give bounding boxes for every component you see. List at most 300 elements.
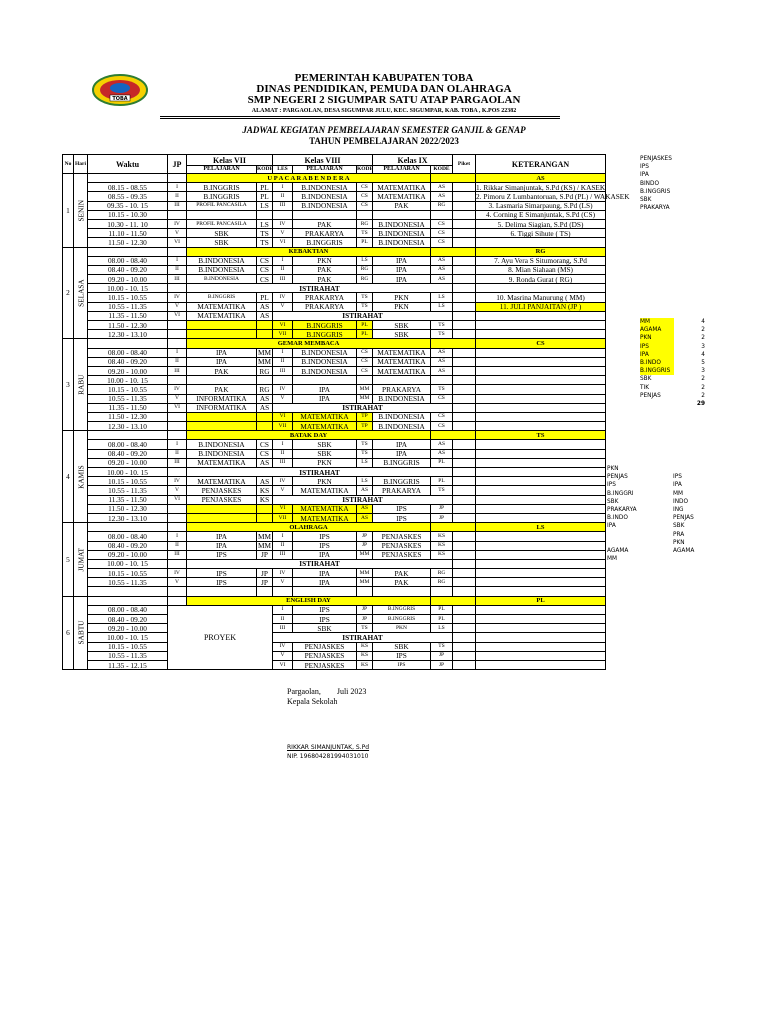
- subject-kelas7: B.INGGRIS: [187, 293, 257, 302]
- keterangan-cell: [476, 468, 606, 477]
- table-row: [63, 394, 606, 403]
- keterangan-cell: [476, 394, 606, 403]
- code-kelas8: RG: [357, 275, 373, 284]
- code-kelas9: JP: [431, 513, 453, 522]
- jp-cell: [168, 559, 187, 568]
- code-kelas9: LS: [431, 624, 453, 633]
- subject-kelas9: MATEMATIKA: [373, 357, 431, 366]
- activity-band: GEMAR MEMBACA: [187, 339, 431, 348]
- activity-band: OLAHRAGA: [187, 523, 431, 532]
- header-address: ALAMAT : PARGAOLAN, DESA SIGUMPAR JULU, KEC. SIGUMPAR, KAB. TOBA , K.POS 22382: [251, 108, 517, 114]
- les-kelas8: VII: [273, 422, 293, 431]
- code-kelas8: CS: [357, 183, 373, 192]
- signature-block: [287, 687, 366, 707]
- code-kelas8: TS: [357, 302, 373, 311]
- side-list-subjects: [640, 155, 672, 212]
- side-pair-a: [607, 539, 673, 547]
- code-kelas7: JP: [257, 578, 273, 587]
- jp-cell: V: [168, 578, 187, 587]
- subject-kelas9: PRAKARYA: [373, 486, 431, 495]
- time-cell: 10.00 - 10. 15: [88, 633, 168, 642]
- side-count-subject: [640, 400, 674, 408]
- side-pair-b: IPA: [673, 482, 682, 489]
- time-cell: 11.50 - 12.30: [88, 238, 168, 247]
- side-count-subject: B.INGGRIS: [640, 367, 674, 375]
- subject-kelas9: PENJASKES: [373, 532, 431, 541]
- subject-kelas8: IPA: [293, 578, 357, 587]
- table-row: [63, 183, 606, 192]
- subject-kelas7: [187, 330, 257, 339]
- code-kelas8: AS: [357, 504, 373, 513]
- subject-kelas8: B.INDONESIA: [293, 201, 357, 210]
- rest-cell: ISTIRAHAT: [273, 633, 453, 642]
- table-row: [63, 541, 606, 550]
- code-kelas9: CS: [431, 394, 453, 403]
- jp-cell: II: [168, 192, 187, 201]
- side-count-value: 3: [701, 368, 705, 375]
- subject-kelas9: IPS: [373, 660, 431, 669]
- table-row: [63, 559, 606, 568]
- code-kelas7: CS: [257, 440, 273, 449]
- table-row: [63, 321, 606, 330]
- code-kelas7: [257, 504, 273, 513]
- time-cell: 08.55 - 09.35: [88, 192, 168, 201]
- table-row: [63, 431, 606, 440]
- side-count-subject: PKN: [640, 334, 674, 342]
- subject-kelas7: [187, 210, 257, 219]
- code-kelas9: AS: [431, 265, 453, 274]
- table-row: [63, 357, 606, 366]
- activity-band: BATAK DAY: [187, 431, 431, 440]
- code-kelas8: KS: [357, 660, 373, 669]
- day-number: 6: [63, 596, 74, 670]
- time-cell: 10.15 - 10.55: [88, 569, 168, 578]
- code-kelas7: [257, 422, 273, 431]
- subject-kelas9: PAK: [373, 578, 431, 587]
- code-kelas9: LS: [431, 302, 453, 311]
- side-subject: BINDO: [640, 180, 660, 187]
- table-row: [63, 513, 606, 522]
- code-kelas8: LS: [357, 458, 373, 467]
- code-kelas8: JP: [357, 541, 373, 550]
- subject-kelas9: [373, 376, 431, 385]
- les-kelas8: I: [273, 532, 293, 541]
- code-kelas7: LS: [257, 201, 273, 210]
- table-row: [63, 660, 606, 669]
- code-kelas9: AS: [431, 357, 453, 366]
- day-name: JUMAT: [74, 523, 88, 597]
- subject-kelas7: IPS: [187, 578, 257, 587]
- logo-text: TOBA: [112, 96, 128, 102]
- les-kelas8: II: [273, 192, 293, 201]
- time-cell: 08.00 - 08.40: [88, 532, 168, 541]
- les-kelas8: V: [273, 302, 293, 311]
- subject-kelas9: PAK: [373, 569, 431, 578]
- activity-band: U P A C A R A B E N D E R A: [187, 174, 431, 183]
- code-kelas7: [257, 587, 273, 596]
- signature-name-block: [287, 743, 369, 761]
- side-count-value: 2: [701, 392, 705, 399]
- table-row: [63, 348, 606, 357]
- les-kelas8: VII: [273, 330, 293, 339]
- code-kelas9: PL: [431, 605, 453, 614]
- side-pair-row: [607, 498, 707, 506]
- subject-kelas7: IPA: [187, 541, 257, 550]
- code-kelas7: [257, 330, 273, 339]
- subject-kelas7: INFORMATIKA: [187, 403, 257, 412]
- code-kelas8: TP: [357, 412, 373, 421]
- code-kelas8: MM: [357, 385, 373, 394]
- keterangan-cell: [476, 348, 606, 357]
- code-kelas9: JP: [431, 504, 453, 513]
- piket-code: RG: [476, 247, 606, 256]
- subject-kelas9: B.INGGRIS: [373, 458, 431, 467]
- subject-kelas7: B.INGGRIS: [187, 192, 257, 201]
- jp-cell: VI: [168, 311, 187, 320]
- subject-kelas9: IPS: [373, 651, 431, 660]
- keterangan-cell: [476, 385, 606, 394]
- code-kelas7: [257, 513, 273, 522]
- time-cell: 10.00 - 10. 15: [88, 468, 168, 477]
- table-row: [63, 440, 606, 449]
- code-kelas7: MM: [258, 348, 271, 358]
- les-kelas8: V: [273, 651, 293, 660]
- keterangan-cell: [476, 624, 606, 633]
- jp-cell: [168, 587, 187, 596]
- subject-kelas8: PKN: [293, 458, 357, 467]
- keterangan-cell: 4. Corning E Simanjuntak, S.Pd (CS): [476, 210, 606, 219]
- keterangan-cell: [476, 605, 606, 614]
- keterangan-cell: [476, 449, 606, 458]
- side-subject: B.INGGRIS: [640, 188, 671, 195]
- subject-kelas7: [187, 587, 257, 596]
- day-number: 3: [63, 339, 74, 431]
- table-row: [63, 532, 606, 541]
- subject-kelas7: IPS: [187, 550, 257, 559]
- jp-cell: VI: [168, 238, 187, 247]
- side-count-row: [640, 375, 705, 383]
- time-cell: 12.30 - 13.10: [88, 330, 168, 339]
- subject-kelas8: PRAKARYA: [293, 293, 357, 302]
- subject-kelas8: [293, 587, 357, 596]
- sub-kode-8: KODE: [357, 166, 374, 172]
- code-kelas8: PL: [357, 321, 373, 330]
- subject-kelas8: B.INDONESIA: [293, 192, 357, 201]
- les-kelas8: IV: [273, 385, 293, 394]
- jp-cell: III: [168, 275, 187, 284]
- jp-cell: [168, 376, 187, 385]
- side-pair-a: B.INDO: [607, 515, 628, 522]
- les-kelas8: III: [273, 458, 293, 467]
- code-kelas8: CS: [357, 201, 373, 210]
- les-kelas8: III: [273, 275, 293, 284]
- code-kelas7: PL: [257, 183, 273, 192]
- keterangan-cell: 3. Lasmaria Simarpaung, S.Pd (LS): [476, 201, 606, 210]
- subject-kelas7: PENJASKES: [187, 495, 257, 504]
- code-kelas8: PL: [357, 238, 373, 247]
- side-count-value: 5: [701, 359, 705, 366]
- table-row: [63, 302, 606, 311]
- side-pair-a: [607, 531, 673, 539]
- subject-kelas8: IPA: [293, 385, 357, 394]
- subject-kelas7: [187, 412, 257, 421]
- jp-cell: I: [168, 440, 187, 449]
- subject-kelas9: IPA: [373, 275, 431, 284]
- keterangan-cell: [476, 330, 606, 339]
- les-kelas8: II: [273, 265, 293, 274]
- subject-kelas9: MATEMATIKA: [373, 183, 431, 192]
- les-kelas8: II: [273, 449, 293, 458]
- subject-kelas8: B.INGGRIS: [293, 238, 357, 247]
- keterangan-cell: [476, 238, 606, 247]
- side-pair-row: [607, 514, 707, 522]
- keterangan-cell: [476, 587, 606, 596]
- time-cell: 11.35 - 11.50: [88, 403, 168, 412]
- keterangan-cell: 2. Pimoru Z Lumbantoruan, S.Pd (PL) / WAKASEK: [476, 191, 630, 201]
- side-subject: IPA: [640, 172, 649, 179]
- code-kelas8: JP: [357, 605, 373, 614]
- code-kelas7: PL: [257, 192, 273, 201]
- code-kelas8: TS: [357, 229, 373, 238]
- keterangan-cell: [476, 458, 606, 467]
- les-kelas8: VI: [273, 660, 293, 669]
- keterangan-cell: 6. Tiggi Sihute ( TS): [476, 229, 606, 238]
- subject-kelas7: [187, 504, 257, 513]
- side-list-counts: [640, 318, 705, 408]
- code-kelas7: LS: [257, 219, 273, 228]
- code-kelas7: AS: [257, 477, 273, 486]
- les-kelas8: V: [273, 578, 293, 587]
- side-count-row: [640, 400, 705, 408]
- subject-kelas9: B.INDONESIA: [373, 219, 431, 228]
- side-pair-a: B.INGGRI: [607, 490, 634, 497]
- keterangan-cell: [476, 403, 606, 412]
- subject-kelas8: PENJASKES: [293, 660, 357, 669]
- subject-kelas9: B.INDONESIA: [373, 412, 431, 421]
- table-row: [63, 550, 606, 559]
- table-row: [63, 247, 606, 256]
- side-list-pairs: [607, 465, 707, 563]
- time-cell: 10.55 - 11.35: [88, 302, 168, 311]
- day-number: 4: [63, 431, 74, 523]
- code-kelas7: CS: [257, 265, 273, 274]
- time-cell: 10.55 - 11.35: [88, 394, 168, 403]
- table-row: [63, 449, 606, 458]
- time-cell: 10.15 - 10.55: [88, 385, 168, 394]
- time-cell: 09.20 - 10.00: [88, 550, 168, 559]
- subject-kelas8: B.INDONESIA: [293, 183, 357, 192]
- subject-kelas8: [293, 210, 357, 219]
- code-kelas9: KS: [431, 550, 453, 559]
- les-kelas8: VII: [273, 513, 293, 522]
- jp-cell: I: [168, 348, 187, 357]
- subject-kelas8: IPS: [293, 541, 357, 550]
- les-kelas8: III: [273, 201, 293, 210]
- side-pair-row: [607, 555, 707, 563]
- subject-kelas7: IPA: [187, 348, 257, 357]
- subject-kelas9: MATEMATIKA: [373, 348, 431, 357]
- keterangan-cell: [476, 615, 606, 624]
- side-pair-a: SBK: [607, 498, 619, 505]
- code-kelas7: TS: [257, 229, 273, 238]
- jp-cell: VI: [168, 403, 187, 412]
- subject-kelas9: B.INGGRIS: [373, 477, 431, 486]
- code-kelas7: MM: [258, 531, 271, 541]
- subject-kelas8: PKN: [293, 256, 357, 265]
- les-kelas8: IV: [273, 219, 293, 228]
- piket-code: AS: [476, 174, 606, 183]
- subject-kelas9: [373, 587, 431, 596]
- time-cell: 08.40 - 09.20: [88, 449, 168, 458]
- subject-kelas9: PKN: [373, 624, 431, 633]
- header-rule: [160, 116, 560, 117]
- subject-kelas8: B.INDONESIA: [293, 348, 357, 357]
- side-pair-b: IPS: [673, 474, 682, 481]
- code-kelas9: RG: [431, 578, 453, 587]
- side-pair-a: PENJAS: [607, 474, 628, 481]
- jp-cell: V: [168, 229, 187, 238]
- subject-kelas9: [373, 210, 431, 219]
- code-kelas8: JP: [357, 532, 373, 541]
- code-kelas9: JP: [431, 651, 453, 660]
- subject-kelas9: B.INGGRIS: [373, 615, 431, 624]
- col-no: No: [63, 155, 74, 174]
- subject-kelas9: PRAKARYA: [373, 385, 431, 394]
- subject-kelas8: B.INDONESIA: [293, 366, 357, 375]
- code-kelas7: [257, 376, 273, 385]
- les-kelas8: IV: [273, 477, 293, 486]
- subject-kelas9: IPA: [373, 449, 431, 458]
- subject-kelas9: PENJASKES: [373, 541, 431, 550]
- les-kelas8: V: [273, 486, 293, 495]
- code-kelas8: PL: [357, 330, 373, 339]
- time-cell: [88, 587, 168, 596]
- jp-cell: [168, 468, 187, 477]
- header-line-1: PEMERINTAH KABUPATEN TOBA: [294, 72, 474, 84]
- subject-kelas7: PAK: [187, 385, 257, 394]
- table-row: [63, 174, 606, 183]
- jp-cell: [168, 422, 187, 431]
- sign-name: RIKKAR SIMANJUNTAK, S.Pd: [287, 744, 370, 751]
- jp-cell: [168, 412, 187, 421]
- time-cell: 08.15 - 08.55: [88, 183, 168, 192]
- time-cell: 11.50 - 12.30: [88, 321, 168, 330]
- keterangan-cell: [476, 504, 606, 513]
- side-pair-row: [607, 531, 707, 539]
- code-kelas8: TS: [357, 440, 373, 449]
- keterangan-cell: [476, 541, 606, 550]
- side-subject: PENJASKES: [640, 156, 672, 162]
- code-kelas9: KS: [431, 541, 453, 550]
- side-count-value: 2: [701, 327, 705, 334]
- code-kelas9: KS: [431, 532, 453, 541]
- les-kelas8: II: [273, 357, 293, 366]
- time-cell: 08.40 - 09.20: [88, 541, 168, 550]
- side-pair-b: PRA: [673, 531, 685, 538]
- day-name: SELASA: [74, 247, 88, 339]
- subject-kelas8: PKN: [293, 477, 357, 486]
- code-kelas8: CS: [357, 348, 373, 357]
- time-cell: 10.15 - 10.55: [88, 477, 168, 486]
- subject-kelas8: MATEMATIKA: [293, 504, 357, 513]
- time-cell: 10.55 - 11.35: [88, 651, 168, 660]
- table-row: [63, 523, 606, 532]
- time-cell: 08.00 - 08.40: [88, 348, 168, 357]
- code-kelas7: [257, 412, 273, 421]
- subject-kelas7: B.INGGRIS: [187, 183, 257, 192]
- code-kelas8: KS: [357, 642, 373, 651]
- day-number: 5: [63, 523, 74, 597]
- code-kelas7: JP: [257, 569, 273, 578]
- table-row: [63, 238, 606, 247]
- subject-kelas7: INFORMATIKA: [187, 394, 257, 403]
- keterangan-cell: [476, 376, 606, 385]
- subject-kelas7: B.INDONESIA: [187, 275, 257, 284]
- time-cell: 12.30 - 13.10: [88, 422, 168, 431]
- code-kelas7: [257, 321, 273, 330]
- subject-kelas8: PAK: [293, 275, 357, 284]
- subject-kelas8: IPA: [293, 550, 357, 559]
- side-count-subject: AGAMA: [640, 326, 674, 334]
- table-row: [63, 256, 606, 265]
- keterangan-cell: 10. Masrina Manurung ( MM): [476, 293, 606, 302]
- les-kelas8: III: [273, 550, 293, 559]
- time-cell: 10.15 - 10.30: [88, 210, 168, 219]
- les-kelas8: III: [273, 366, 293, 375]
- day-name: SABTU: [74, 596, 88, 670]
- sub-pelajaran-8: PELAJARAN: [293, 166, 357, 174]
- code-kelas7: MM: [258, 541, 271, 551]
- keterangan-cell: [476, 311, 606, 320]
- side-count-value: 29: [696, 400, 705, 407]
- time-cell: 09.20 - 10.00: [88, 624, 168, 633]
- code-kelas7: AS: [257, 311, 273, 320]
- les-kelas8: I: [273, 440, 293, 449]
- code-kelas7: [257, 210, 273, 219]
- doc-title: JADWAL KEGIATAN PEMBELAJARAN SEMESTER GANJIL & GENAP: [242, 125, 526, 135]
- keterangan-cell: [476, 321, 606, 330]
- code-kelas9: TS: [431, 321, 453, 330]
- sign-role: Kepala Sekolah: [287, 697, 338, 706]
- rest-cell: ISTIRAHAT: [187, 284, 453, 293]
- time-cell: 11.50 - 12.30: [88, 412, 168, 421]
- rest-cell: ISTIRAHAT: [273, 311, 453, 320]
- jp-cell: II: [168, 357, 187, 366]
- subject-kelas8: IPS: [293, 605, 357, 614]
- subject-kelas8: MATEMATIKA: [293, 486, 357, 495]
- jp-cell: [168, 513, 187, 522]
- table-row: [63, 477, 606, 486]
- jp-cell: I: [168, 532, 187, 541]
- code-kelas9: TS: [431, 642, 453, 651]
- subject-kelas7: B.INDONESIA: [187, 449, 257, 458]
- subject-kelas8: B.INGGRIS: [293, 330, 357, 339]
- les-kelas8: I: [273, 256, 293, 265]
- sign-place-date: Pargaolan, Juli 2023: [287, 687, 367, 696]
- jp-cell: II: [168, 541, 187, 550]
- side-pair-b: MM: [673, 490, 684, 497]
- table-row: [63, 486, 606, 495]
- code-kelas7: AS: [257, 302, 273, 311]
- subject-kelas9: MATEMATIKA: [373, 192, 431, 201]
- header-line-2: DINAS PENDIDIKAN, PEMUDA DAN OLAHRAGA: [256, 83, 512, 95]
- table-row: [63, 596, 606, 605]
- subject-kelas9: MATEMATIKA: [373, 366, 431, 375]
- code-kelas9: AS: [431, 192, 453, 201]
- code-kelas8: KS: [357, 651, 373, 660]
- time-cell: 11.10 - 11.50: [88, 229, 168, 238]
- header-rule-thin: [160, 118, 560, 119]
